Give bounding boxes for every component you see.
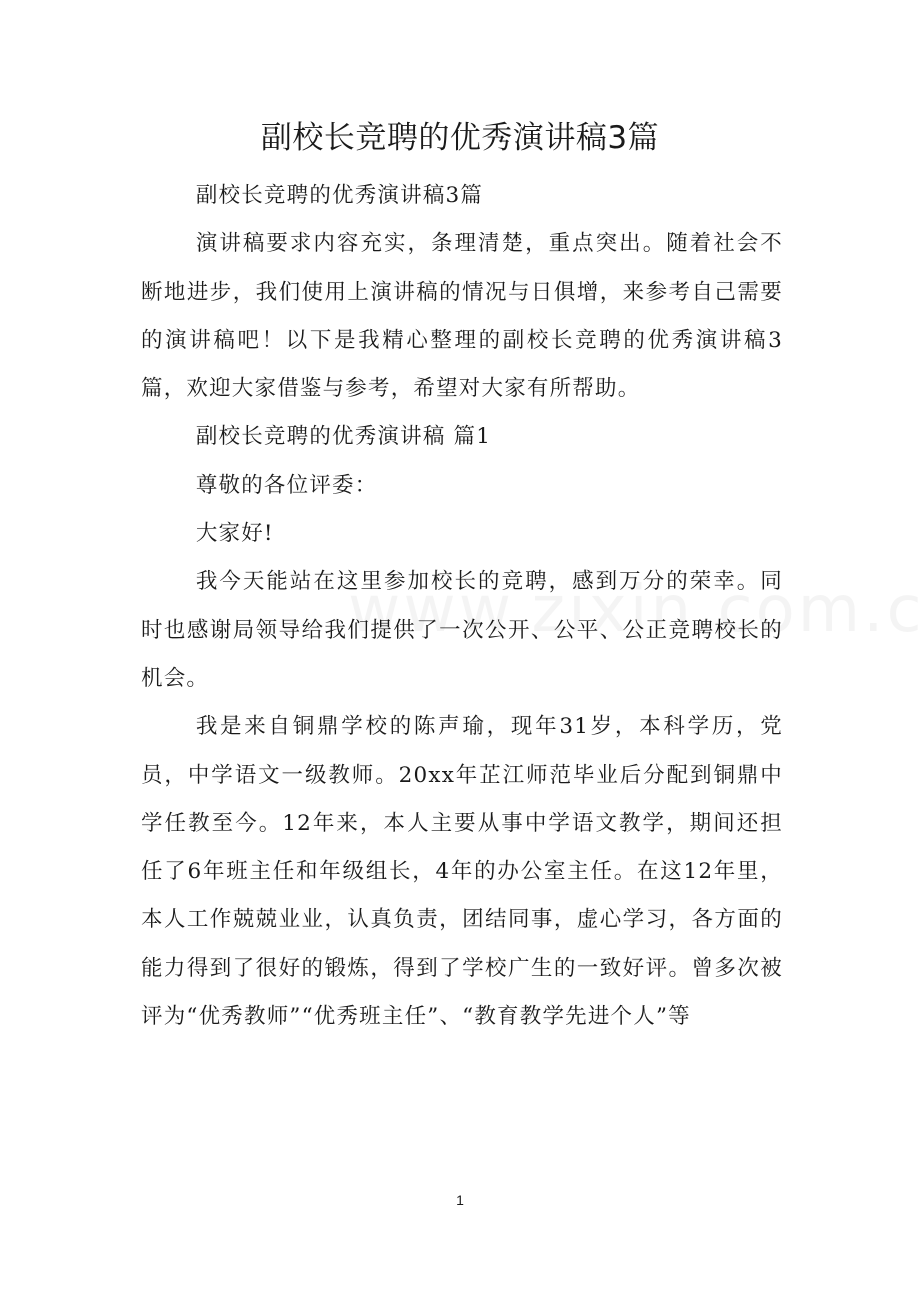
page-number: 1 [456,1192,464,1208]
document-body [141,172,783,1041]
subtitle-paragraph: 副校长竞聘的优秀演讲稿3篇 [195,183,484,208]
greeting: 大家好! [195,521,274,547]
section-heading: 副校长竞聘的优秀演讲稿 篇1 [195,424,492,450]
document-title: 副校长竞聘的优秀演讲稿3篇 [260,120,660,156]
body-paragraph: 我今天能站在这里参加校长的竞聘，感到万分的荣幸。同时也感谢局领导给我们提供了一次公开、公平、公正竞聘校长的机会。 [141,569,783,691]
salutation: 尊敬的各位评委： [195,472,378,498]
intro-paragraph: 演讲稿要求内容充实，条理清楚，重点突出。随着社会不断地进步，我们使用上演讲稿的情况与日俱增，来参考自己需要的演讲稿吧！以下是我精心整理的副校长竞聘的优秀演讲稿3篇，欢迎大家借鉴与参考，希望对大家有所帮助。 [141,231,783,402]
body-paragraph: 我是来自铜鼎学校的陈声瑜，现年31岁，本科学历，党员，中学语文一级教师。20xx年芷江师范毕业后分配到铜鼎中学任教至今。12年来，本人主要从事中学语文教学，期间还担任了6年班主任和年级组长，4年的办公室主任。在这12年里，本人工作兢兢业业，认真负责，团结同事，虚心学习，各方面的能力得到了很好的锻炼，得到了学校广生的一致好评。曾多次被评为“优秀教师”“优秀班主任”、“教育教学先进个人”等 [141,714,783,1030]
